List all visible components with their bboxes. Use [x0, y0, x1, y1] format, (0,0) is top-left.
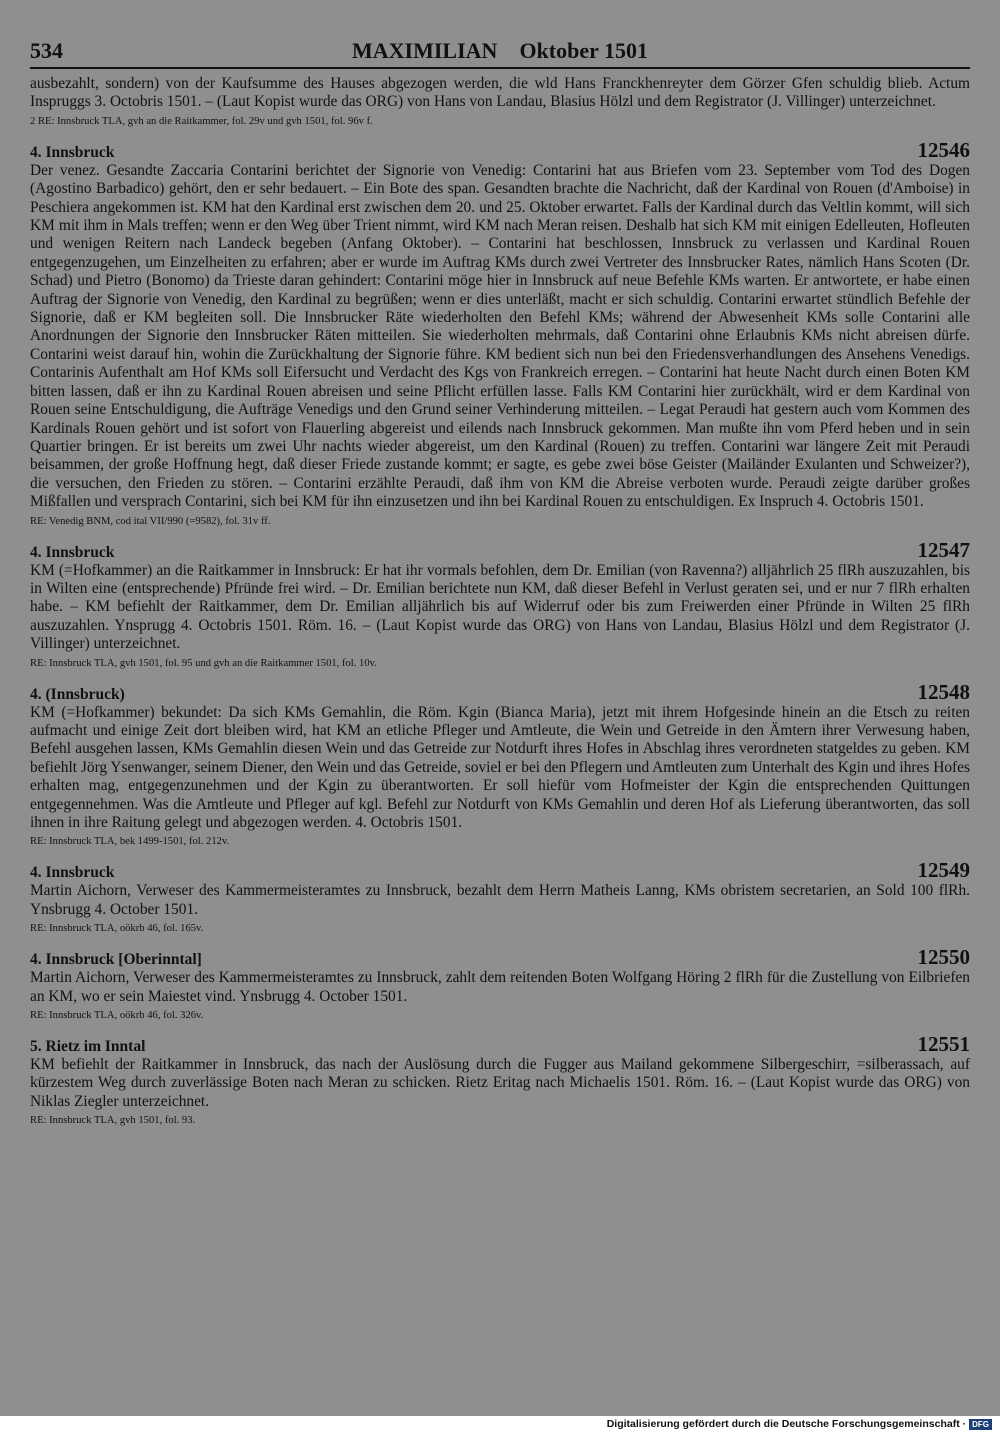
- entry-text: ausbezahlt, sondern) von der Kaufsumme des Hauses abgezogen werden, die wld Hans Franckhenreyter dem Görzer Gfen schuldig blieb. Actum Inspruggs 3. Octobris 1501. – (Laut Kopist wurde das ORG) von Hans von Landau, Blasius Hölzl und dem Registrator (J. Villinger) unterzeichnet.: [30, 75, 970, 111]
- entry-date-place: 4. Innsbruck: [30, 864, 115, 882]
- entry-source: 2 RE: Innsbruck TLA, gvh an die Raitkammer, fol. 29v und gvh 1501, fol. 96v f.: [30, 115, 373, 127]
- regest-entry-12551: [30, 1032, 970, 1128]
- entry-source: RE: Innsbruck TLA, gvh 1501, fol. 95 und gvh an die Raitkammer 1501, fol. 10v.: [30, 657, 377, 669]
- entry-source: RE: Venedig BNM, cod ital VII/990 (=9582), fol. 31v ff.: [30, 515, 271, 527]
- entry-text: Martin Aichorn, Verweser des Kammermeisteramtes zu Innsbruck, zahlt dem reitenden Boten Wolfgang Höring 2 flRh für die Zustellung von Eilbriefen an KM, wo er sein Maiestet vind. Ynsbrugg 4. October 1501.: [30, 969, 970, 1005]
- funding-footer: [607, 1418, 992, 1430]
- entry-number: 12547: [917, 537, 970, 562]
- funding-note: Digitalisierung gefördert durch die Deutsche Forschungsgemeinschaft ·: [606, 1418, 967, 1430]
- entry-source: RE: Innsbruck TLA, gvh 1501, fol. 93.: [30, 1115, 196, 1127]
- regest-entry-12547: [30, 537, 970, 671]
- entry-date-place: 4. Innsbruck: [30, 543, 115, 561]
- entry-number: 12550: [917, 945, 970, 970]
- page-content: [30, 38, 970, 1128]
- entry-number: 12551: [917, 1032, 970, 1057]
- entry-text: Der venez. Gesandte Zaccaria Contarini berichtet der Signorie von Venedig: Contarini hat aus Briefen vom 23. September vom Tod des Dogen (Agostino Barbadico) gehört, den er sehr bedauert. – Ein Bote des span. Gesandten brachte die Nachricht, daß der Kardinal von Rouen (d'Amboise) in Peschiera angekommen ist. KM hat den Kardinal erst zwischen dem 20. und 25. Oktober erwartet. Falls der Kardinal durch das Veltlin kommt, will sich KM mit ihm in Mals treffen; wenn er den Weg über Trient nimmt, wird KM nach Meran reisen. Deshalb hat sich KM mit einigen Edelleuten, Hofleuten und wenigen Reitern nach Landeck begeben (Anfang Oktober). – Contarini hat beschlossen, Innsbruck zu verlassen und Kardinal Rouen entgegenzugehen, um Einzelheiten zu erfahren; aber er wurde im Auftrag KMs durch zwei Vertreter des Innsbrucker Rates, nämlich Hans Scoten (Dr. Schad) und Pietro (Bonomo) da Trieste daran gehindert: Contarini möge hier in Innsbruck auf neue Befehle KMs warten. Er antwortete, er habe einen Auftrag der Signorie von Venedig, den Kardinal zu begrüßen; wenn er dies unterläßt, macht er sich schuldig. Contarini erwartet stündlich Befehle der Signorie, daß er KM begleiten soll. Die Innsbrucker Räte wiederholten den Befehl KMs; während der Abwesenheit KMs solle Contarini alle Anordnungen der Signorie den Innsbrucker Räten mitteilen. Sie wiederholten mehrmals, daß Contarini ohne Erlaubnis KMs nicht abreisen dürfe. Contarini weist darauf hin, wohin die Zurückhaltung der Signorie führe. KM bedient sich nun bei den Friedensverhandlungen des Ansehens Venedigs. Contarinis Aufenthalt am Hof KMs soll Eifersucht und Verdacht des Kgs von Frankreich erregen. – Contarini hat heute Nacht durch einen Boten KM bitten lassen, daß er ihn zu Kardinal Rouen abreisen und seine Pflicht erfüllen lasse. Falls KM Contarini hier zurückhält, wird er dem Kardinal von Rouen seine Entschuldigung, die Aufträge Venedigs und den Grund seiner Verhinderung mitteilen. – Legat Peraudi hat gestern auch vom Kommen des Kardinals Rouen gehört und ist sofort von Flauerling abgereist und eilends nach Innsbruck gekommen. Man mußte ihn vom Pferd heben und in sein Quartier bringen. Er ist bereits um zwei Uhr nachts wieder abgereist, um den Kardinal (Rouen) zu treffen. Contarini war längere Zeit mit Peraudi beisammen, der große Hoffnung hegt, daß dieser Friede zustande kommt; er sagte, es gebe zwei böse Geister (Mailänder Exulanten und Schweizer?), die versuchen, den Frieden zu stören. – Contarini erzählte Peraudi, daß ihm von KM die Abreise verboten wurde. Peraudi zeigte darüber großes Mißfallen und versprach Contarini, sich bei KM für ihn einzusetzen und ihn bei Kardinal Rouen zu entschuldigen. Ex Inspruch 4. Octobris 1501.: [30, 161, 970, 511]
- entry-date-place: 4. (Innsbruck): [30, 685, 125, 703]
- entry-number: 12548: [917, 679, 970, 704]
- entry-number: 12549: [917, 858, 970, 883]
- entry-text: KM (=Hofkammer) bekundet: Da sich KMs Gemahlin, die Röm. Kgin (Bianca Maria), jetzt mit ihrem Hofgesinde hinein an die Etsch zu reiten aufmacht und einige Zeit dort bleiben wird, hat KM an etliche Pfleger und Amtleute, die Wein und Getreide in den Ämtern ihrer Verwesung haben, Befehl ausgehen lassen, KMs Gemahlin diesen Wein und das Getreide zur Notdurft ihres Hofes in Abschlag ihres verordneten statgeldes zu geben. KM befiehlt Jörg Ysenwanger, seinem Diener, den Wein und das Getreide, soviel er bei den Pflegern und Amtleuten zum Unterhalt des Kgin und ihres Hofes erhalten mag, entgegenzunehmen und der Kgin zu überantworten. Er soll hiefür vom Hofmeister der Kgin die entsprechenden Quittungen entgegennehmen. Was die Amtleute und Pfleger auf kgl. Befehl zur Notdurft von KMs Gemahlin und deren Hof als Lieferung überantworten, das soll ihnen in ihre Raitung gelegt und abgezogen werden. 4. Octobris 1501.: [30, 703, 970, 831]
- regest-entry-12549: [30, 858, 970, 936]
- entry-text: KM (=Hofkammer) an die Raitkammer in Innsbruck: Er hat ihr vormals befohlen, dem Dr. Emilian (von Ravenna?) alljährlich 25 flRh auszuzahlen, bis in Wilten eine (entsprechende) Pfründe frei wird. – Dr. Emilian berichtete nun KM, daß dieser Befehl in Verlust geraten sei, und er nur 7 flRh erhalten habe. – KM befiehlt der Raitkammer, dem Dr. Emilian alljährlich bis auf Widerruf oder bis zum Freiwerden einer Pfründe in Wilten 25 flRh auszuzahlen. Ynsprugg 4. Octobris 1501. Röm. 16. – (Laut Kopist wurde das ORG) von Hans von Landau, Blasius Hölzl und dem Registrator (J. Villinger) unterzeichnet.: [30, 561, 970, 653]
- entry-number: 12546: [917, 137, 970, 162]
- running-title: MAXIMILIAN Oktober 1501: [352, 38, 648, 63]
- entry-date-place: 4. Innsbruck: [30, 143, 115, 161]
- entry-source: RE: Innsbruck TLA, oökrb 46, fol. 165v.: [30, 923, 204, 935]
- dfg-logo-icon: DFG: [969, 1419, 992, 1430]
- regest-entry-12548: [30, 679, 970, 850]
- running-header: [30, 38, 970, 69]
- entry-date-place: 5. Rietz im Inntal: [30, 1038, 146, 1056]
- page-number: 534: [30, 38, 63, 63]
- continued-entry: [30, 75, 970, 129]
- regest-entry-12550: [30, 945, 970, 1023]
- entry-date-place: 4. Innsbruck [Oberinntal]: [30, 951, 202, 969]
- entry-text: KM befiehlt der Raitkammer in Innsbruck, das nach der Auslösung durch die Fugger aus Mailand gekommene Silbergeschirr, =silberassach, auf kürzestem Weg durch zuverlässige Boten nach Meran zu schicken. Rietz Eritag nach Michaelis 1501. Röm. 16. – (Laut Kopist wurde das ORG) von Niklas Ziegler unterzeichnet.: [30, 1056, 970, 1110]
- entry-text: Martin Aichorn, Verweser des Kammermeisteramtes zu Innsbruck, bezahlt dem Herrn Matheis Lanng, KMs obristem secretarien, an Sold 100 flRh. Ynsbrugg 4. October 1501.: [30, 882, 970, 918]
- entry-source: RE: Innsbruck TLA, bek 1499-1501, fol. 212v.: [30, 836, 230, 848]
- regest-entry-12546: [30, 137, 970, 529]
- entry-source: RE: Innsbruck TLA, oökrb 46, fol. 326v.: [30, 1010, 204, 1022]
